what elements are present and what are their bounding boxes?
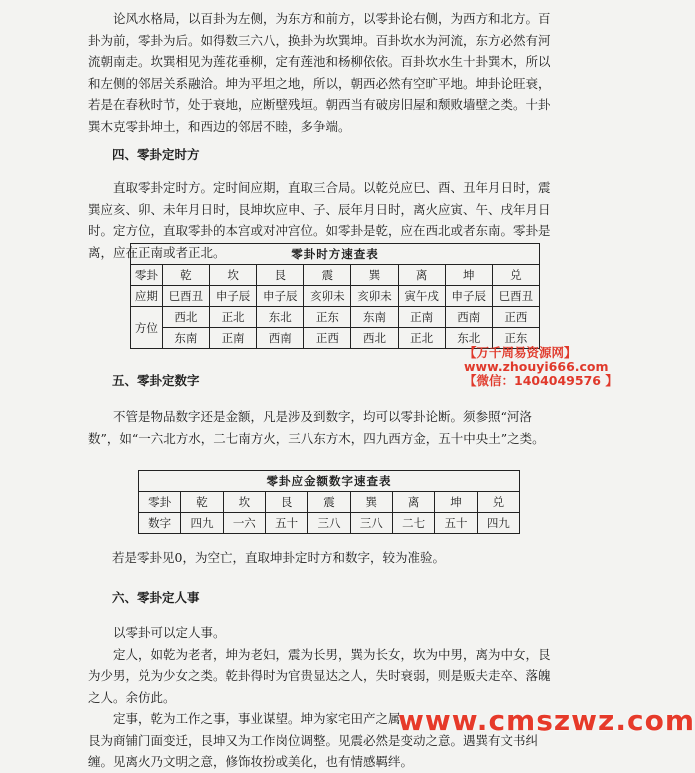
text-line: 定人，如乾为老者，坤为老妇，震为长男，巽为长女，坎为中男，离为中女，艮为少男，兑为少女之类。乾卦得时为官贵显达之人，失时衰弱，则是贩夫走卒、落魄之人。余仿此。 <box>88 646 551 705</box>
table-header-cell: 兑 <box>492 265 539 286</box>
table-cell: 正东 <box>304 307 351 328</box>
heading-section-5: 五、零卦定数字 <box>112 373 200 388</box>
table-header-cell: 乾 <box>162 265 209 286</box>
table-cell: 五十 <box>435 513 477 534</box>
table-cell: 西南 <box>445 307 492 328</box>
table1-fangwei-row <box>131 307 540 328</box>
table-cell: 正北 <box>210 307 257 328</box>
table-header-cell: 零卦 <box>139 492 181 513</box>
amount-number-table <box>138 470 520 534</box>
table-cell: 申子辰 <box>257 286 304 307</box>
table-cell: 二七 <box>392 513 434 534</box>
table-cell: 寅午戌 <box>398 286 445 307</box>
table-cell: 西北 <box>162 307 209 328</box>
table-cell: 正南 <box>210 328 257 349</box>
text-line: 艮为商铺门面变迁，艮坤又为工作岗位调整。见震必然是变动之意。遇巽有文书纠缠。见离火乃文明之意，修饰妆扮或美化，也有情感羁绊。 <box>88 732 539 769</box>
table2-number-row <box>139 513 520 534</box>
table-header-cell: 坎 <box>210 265 257 286</box>
table-cell: 正西 <box>492 307 539 328</box>
table2-header-row <box>139 492 520 513</box>
table-cell: 一六 <box>223 513 265 534</box>
table2-caption: 零卦应金额数字速查表 <box>139 471 520 492</box>
table-header-cell: 巽 <box>350 492 392 513</box>
table-cell: 四九 <box>477 513 519 534</box>
site-watermark: www.cmszwz.com <box>398 704 695 737</box>
table-cell: 正西 <box>304 328 351 349</box>
text-line: 定事，乾为工作之事，事业谋望。坤为家宅田产之属。 <box>113 711 414 726</box>
table-row-label: 应期 <box>131 286 163 307</box>
table-header-cell: 震 <box>304 265 351 286</box>
paragraph-feng-shui: 论风水格局，以百卦为左侧，为东方和前方，以零卦论右侧，为西方和北方。百卦为前，零卦为后。如得数三六八，换卦为坎巽坤。百卦坎水为河流，东方必然有河流朝南走。坎巽相见为莲花垂柳，定有莲池和杨柳依依。百卦坎水生十卦巽木，所以和左侧的邻居关系融洽。坤为平坦之地，所以，朝西必然有空旷平地。坤卦论旺衰，若是在春秋时节，处于衰地，应断壁残垣。朝西当有破房旧屋和颓败墙壁之类。十卦巽木克零卦坤土，和西边的邻居不睦，多争端。 <box>88 11 551 134</box>
heading-section-6: 六、零卦定人事 <box>112 590 200 605</box>
table-cell: 东北 <box>257 307 304 328</box>
table-cell: 巳酉丑 <box>492 286 539 307</box>
table-cell: 三八 <box>350 513 392 534</box>
watermark-stamp <box>464 346 618 388</box>
table-header-cell: 艮 <box>265 492 307 513</box>
table-cell: 三八 <box>308 513 350 534</box>
table1-yingqi-row <box>131 286 540 307</box>
paragraph-numbers: 不管是物品数字还是金额，凡是涉及到数字，均可以零卦论断。须参照“河洛数”，如“一六北方水，二七南方火，三八东方木，四九西方金，五十中央土”之类。 <box>88 409 545 446</box>
table-header-cell: 巽 <box>351 265 398 286</box>
table-cell: 西南 <box>257 328 304 349</box>
table-header-cell: 坎 <box>223 492 265 513</box>
table-row-label: 方位 <box>131 307 163 349</box>
table1-header-row <box>131 265 540 286</box>
table-cell: 巳酉丑 <box>162 286 209 307</box>
table-cell: 四九 <box>181 513 223 534</box>
text-line: 以零卦可以定人事。 <box>113 625 226 640</box>
time-direction-table <box>130 243 540 349</box>
zero-note: 若是零卦见0，为空亡，直取坤卦定时方和数字，较为准验。 <box>112 550 445 565</box>
table-cell: 正东 <box>492 328 539 349</box>
table-header-cell: 艮 <box>257 265 304 286</box>
heading-section-4: 四、零卦定时方 <box>112 147 200 162</box>
watermark-line: www.zhouyi666.com <box>464 359 609 374</box>
table-cell: 亥卯未 <box>351 286 398 307</box>
table-cell: 申子辰 <box>210 286 257 307</box>
table-header-cell: 离 <box>398 265 445 286</box>
table-cell: 东北 <box>445 328 492 349</box>
table-cell: 东南 <box>351 307 398 328</box>
table-header-cell: 兑 <box>477 492 519 513</box>
table-cell: 五十 <box>265 513 307 534</box>
table-header-cell: 震 <box>308 492 350 513</box>
table-cell: 亥卯未 <box>304 286 351 307</box>
table-header-cell: 乾 <box>181 492 223 513</box>
table-header-cell: 离 <box>392 492 434 513</box>
watermark-line: 【万千周易资源网】 <box>464 345 577 360</box>
table-header-cell: 坤 <box>445 265 492 286</box>
table-cell: 正南 <box>398 307 445 328</box>
paragraph-human-affairs <box>88 622 558 773</box>
table-cell: 申子辰 <box>445 286 492 307</box>
table-header-cell: 零卦 <box>131 265 163 286</box>
table1-caption: 零卦时方速查表 <box>131 244 540 265</box>
table-header-cell: 坤 <box>435 492 477 513</box>
table-cell: 西北 <box>351 328 398 349</box>
paragraph-time-direction: 直取零卦定时方。定时间应期，直取三合局。以乾兑应巳、酉、丑年月日时，震巽应亥、卯、未年月日时，艮坤坎应申、子、辰年月日时，离火应寅、午、戌年月日时。定方位，直取零卦的本宫或对冲宫位。如零卦是乾，应在西北或者东南。零卦是离，应在正南或者正北。 <box>88 180 551 260</box>
table-row-label: 数字 <box>139 513 181 534</box>
table-cell: 正北 <box>398 328 445 349</box>
table-cell: 东南 <box>162 328 209 349</box>
watermark-line: 【微信：1404049576 】 <box>464 373 618 388</box>
